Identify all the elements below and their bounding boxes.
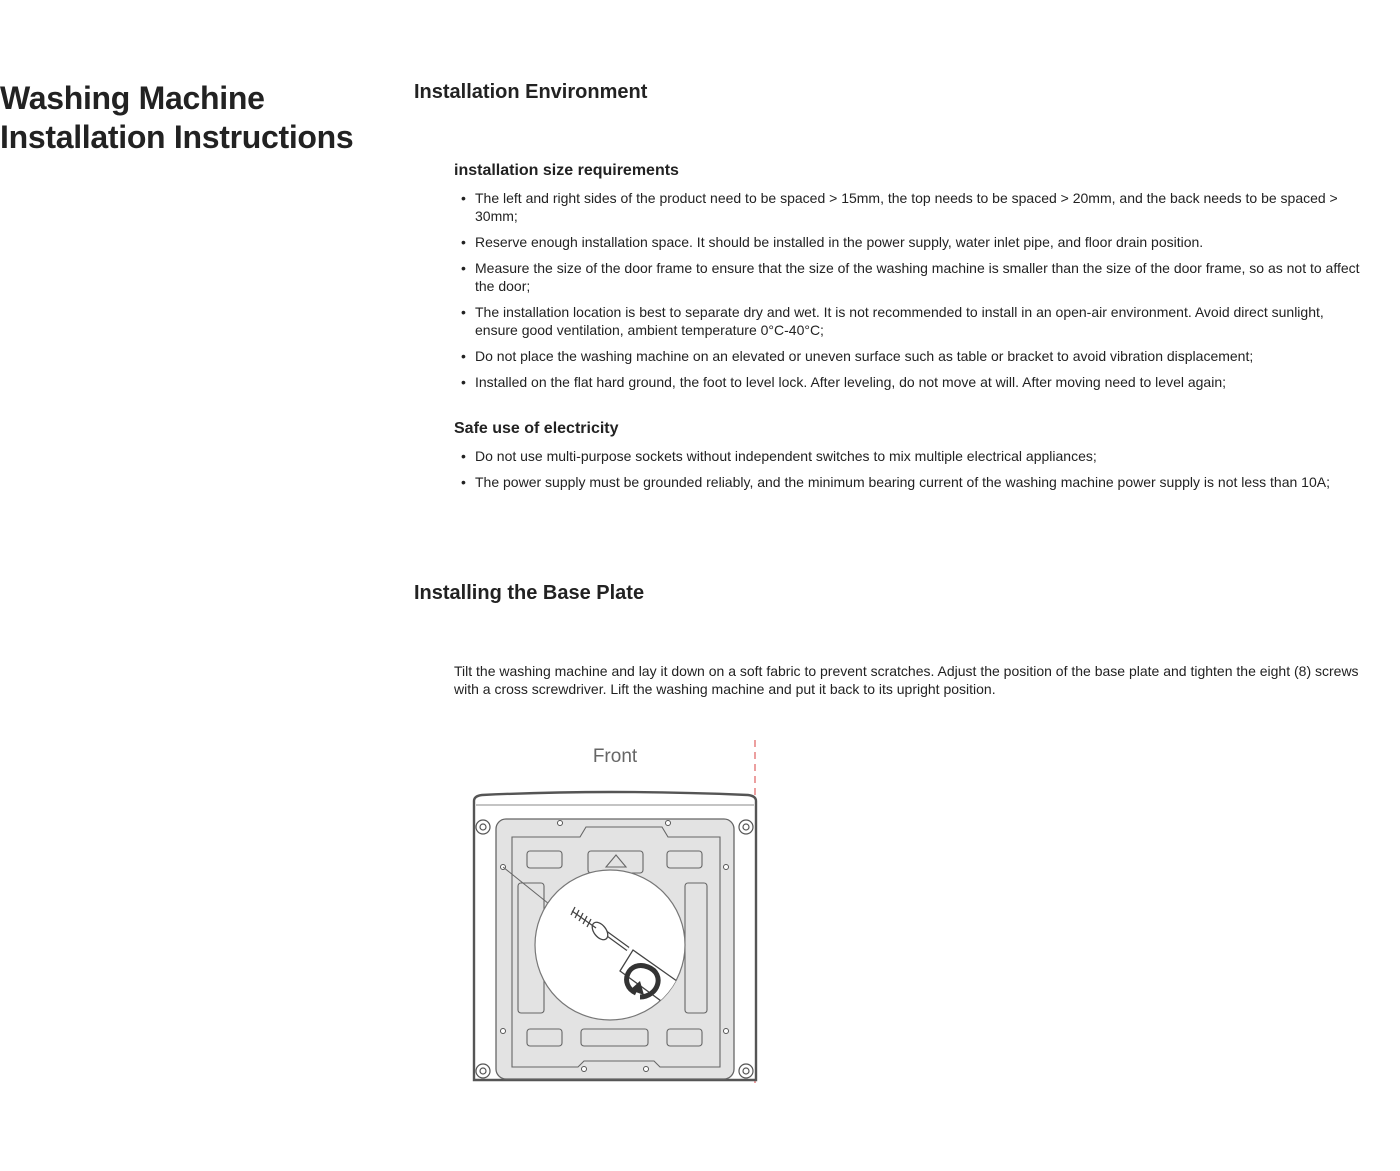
list-item: • Do not place the washing machine on an elevated or uneven surface such as table or bracket to avoid vibration displacement; — [454, 347, 1362, 365]
base-plate-paragraph: Tilt the washing machine and lay it down on a soft fabric to prevent scratches. Adjust the position of the base plate and tighten the eight (8) screws with a cross screwdriver. Lift the washing machine and put it back to its upright position. — [454, 663, 1359, 697]
size-requirements-list — [454, 189, 1362, 399]
list-item: • Do not use multi-purpose sockets without independent switches to mix multiple electrical appliances; — [454, 447, 1362, 465]
washing-machine-base-diagram — [468, 735, 768, 1095]
list-item: • Reserve enough installation space. It should be installed in the power supply, water inlet pipe, and floor drain position. — [454, 233, 1362, 251]
base-plate-illustration — [468, 735, 768, 1095]
subheading-size-requirements: installation size requirements — [454, 162, 679, 179]
front-label: Front — [592, 746, 638, 767]
section-heading-installation-environment: Installation Environment — [414, 81, 648, 103]
section-heading-base-plate: Installing the Base Plate — [414, 582, 645, 604]
subheading-electricity: Safe use of electricity — [454, 420, 619, 437]
list-item: • Installed on the flat hard ground, the foot to level lock. After leveling, do not move at will. After moving need to level again; — [454, 373, 1362, 391]
page-title: Washing Machine Installation Instructions — [0, 80, 354, 155]
list-item: • The power supply must be grounded reliably, and the minimum bearing current of the washing machine power supply is not less than 10A; — [454, 473, 1362, 491]
list-item: • The left and right sides of the product need to be spaced > 15mm, the top needs to be spaced > 20mm, and the back needs to be spaced > 30mm; — [454, 189, 1362, 225]
electricity-list — [454, 447, 1362, 499]
list-item: • Measure the size of the door frame to ensure that the size of the washing machine is smaller than the size of the door frame, so as not to affect the door; — [454, 259, 1362, 295]
list-item: • The installation location is best to separate dry and wet. It is not recommended to install in an open-air environment. Avoid direct sunlight, ensure good ventilation, ambient temperature 0°C-40°C; — [454, 303, 1362, 339]
